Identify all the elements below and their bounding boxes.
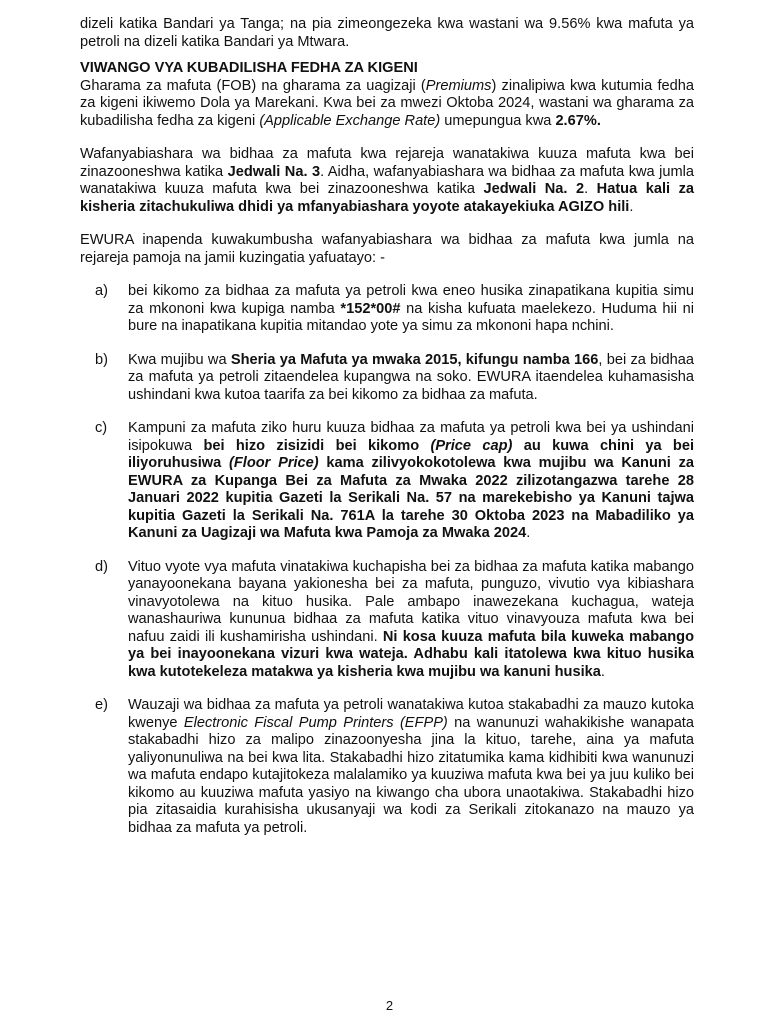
list-item-b bbox=[80, 352, 694, 405]
text-run: umepungua kwa bbox=[440, 112, 556, 129]
list-marker: a) bbox=[95, 283, 108, 299]
bold-text-run: Jedwali Na. 2 bbox=[483, 181, 585, 197]
list-marker: b) bbox=[95, 351, 108, 368]
text-run: . Aidha, wafanyabiashara wa bidhaa za mafuta kwa jumla wanatakiwa kuuza mafuta kwa bei zinazooneshwa katika bbox=[80, 163, 694, 197]
text-run: EWURA inapenda kuwakumbusha wafanyabiashara wa bidhaa za mafuta kwa jumla na rejareja pamoja na jamii kuzingatia yafuatayo: - bbox=[80, 232, 694, 266]
text-run: , bei za bidhaa za mafuta ya petroli zitaendelea kupangwa na soko. EWURA itaendelea kuhamasisha ushindani kwa kutoa taarifa za bei kikomo za bidhaa za mafuta. bbox=[128, 351, 694, 403]
text-run: na kisha kufuata maelekezo. Huduma hii ni bure na inapatikana kupitia mitandao yote ya simu za mkononi hapa nchini. bbox=[128, 300, 694, 334]
list-marker: e) bbox=[95, 697, 108, 713]
bold-text-run: Jedwali Na. 3 bbox=[227, 163, 321, 180]
bold-text-run: 2.67%. bbox=[555, 112, 601, 129]
text-run: Kampuni za mafuta ziko huru kuuza bidhaa za mafuta ya petroli kwa bei ya ushindani isipokuwa bbox=[128, 420, 694, 454]
text-run: . bbox=[584, 181, 597, 197]
list-item-text bbox=[128, 420, 694, 543]
traders-paragraph bbox=[80, 146, 694, 216]
list-item-text bbox=[128, 283, 694, 336]
list-item-text bbox=[128, 559, 694, 682]
text-run: . bbox=[600, 663, 605, 680]
list-item-e bbox=[80, 697, 694, 837]
italic-text-run: (Applicable Exchange Rate) bbox=[259, 112, 441, 129]
list-marker: d) bbox=[95, 558, 108, 575]
list-item-a bbox=[80, 283, 694, 336]
text-run: Wafanyabiashara wa bidhaa za mafuta kwa rejareja wanatakiwa kuuza mafuta kwa bei zinazooneshwa katika bbox=[80, 146, 694, 180]
page-number: 2 bbox=[385, 998, 394, 1013]
bold-text-run: *152*00# bbox=[340, 300, 401, 317]
page-content bbox=[80, 16, 694, 837]
list-item-text bbox=[128, 352, 694, 405]
text-run: bei kikomo za bidhaa za mafuta ya petroli kwa eneo husika zinapatikana kupitia simu za mkononi kwa kupiga namba bbox=[128, 283, 694, 317]
reminder-paragraph bbox=[80, 232, 694, 267]
text-run: Wauzaji wa bidhaa za mafuta ya petroli wanatakiwa kutoa stakabadhi za mauzo kutoka kwenye bbox=[128, 697, 694, 731]
bold-text-run: Ni kosa kuuza mafuta bila kuweka mabango ya bei inayoonekana vizuri kwa wateja. Adhabu kali itatolewa kwa kituo husika kwa kutotekeleza matakwa ya kisheria kwa mujibu wa kanuni husika bbox=[128, 628, 694, 680]
reminder-list bbox=[80, 283, 694, 837]
list-item-text bbox=[128, 697, 694, 837]
list-item-c bbox=[80, 420, 694, 543]
bold-text-run: kama zilivyokokotolewa kwa mujibu wa Kanuni za EWURA za Kupanga Bei za Mafuta za Mwaka 2022 zilizotangazwa tarehe 28 Januari 2022 kupitia Gazeti la Serikali Na. 57 na marekebisho ya Kanuni tajwa kupitia Gazeti la Serikali Na. 761A la tarehe 30 Oktoba 2023 na Mabadiliko ya Kanuni za Uagizaji wa Mafuta kwa Pamoja za Mwaka 2024 bbox=[128, 455, 694, 541]
text-run: Gharama za mafuta (FOB) na gharama za uagizaji ( bbox=[80, 77, 426, 94]
exchange-rate-paragraph bbox=[80, 78, 694, 131]
text-run: dizeli katika Bandari ya Tanga; na pia zimeongezeka kwa wastani wa 9.56% kwa mafuta ya petroli na dizeli katika Bandari ya Mtwara. bbox=[80, 16, 694, 50]
text-run: Vituo vyote vya mafuta vinatakiwa kuchapisha bei za bidhaa za mafuta katika mabango yanayoonekana bayana yakionesha bei za mafuta, punguzo, vivutio vya kibiashara vinavyotolewa na kituo husika. Pale ambapo inawezekana kuchagua, wateja wanashauriwa kununua bidhaa za mafuta katika vituo vinavyouza mafuta kwa bei nafuu zaidi ili kushamirisha ushindani. bbox=[128, 558, 694, 645]
italic-text-run: Electronic Fiscal Pump Printers (EFPP) bbox=[183, 714, 448, 731]
bold-text-run: au kuwa chini ya bei iliyoruhusiwa bbox=[128, 437, 695, 471]
section-heading: VIWANGO VYA KUBADILISHA FEDHA ZA KIGENI bbox=[80, 60, 418, 76]
bold-text-run: bei hizo zisizidi bei kikomo bbox=[203, 437, 431, 454]
text-run: Kwa mujibu wa bbox=[128, 351, 231, 368]
text-run: na wanunuzi wahakikishe wanapata stakabadhi hizo za malipo zinazoonyesha jina la kituo, tarehe, aina ya mafuta yaliyonunuliwa na bei kwa lita. Stakabadhi hizo zitatumika kama kidhibiti kwa wanunuzi wa mafuta endapo kutajitokeza malalamiko ya kuuziwa mafuta kwa bei ya juu kuliko bei kikomo au kuuziwa mafuta yasiyo na kiwango cha ubora unaotakiwa. Stakabadhi hizo pia zitasaidia kurahisisha ukusanyaji wa kodi za Serikali zitokanazo na mauzo ya bidhaa za mafuta ya petroli. bbox=[128, 714, 694, 836]
italic-text-run: Premiums bbox=[425, 77, 492, 94]
list-item-d bbox=[80, 559, 694, 682]
bold-text-run: Hatua kali za kisheria zitachukuliwa dhidi ya mfanyabiashara yoyote atakayekiuka AGIZO hili bbox=[80, 181, 694, 215]
text-run: ) zinalipiwa kwa kutumia fedha za kigeni ikiwemo Dola ya Marekani. Kwa bei za mwezi Oktoba 2024, wastani wa gharama za kubadilisha fedha za kigeni bbox=[80, 77, 694, 129]
bold-text-run: (Price cap) bbox=[430, 437, 513, 454]
text-run: . bbox=[526, 525, 531, 541]
list-marker: c) bbox=[95, 420, 108, 436]
text-run: . bbox=[629, 198, 634, 215]
bold-text-run: (Floor Price) bbox=[229, 455, 319, 471]
bold-text-run: Sheria ya Mafuta ya mwaka 2015, kifungu namba 166 bbox=[230, 351, 599, 368]
intro-continuation-paragraph bbox=[80, 16, 694, 51]
